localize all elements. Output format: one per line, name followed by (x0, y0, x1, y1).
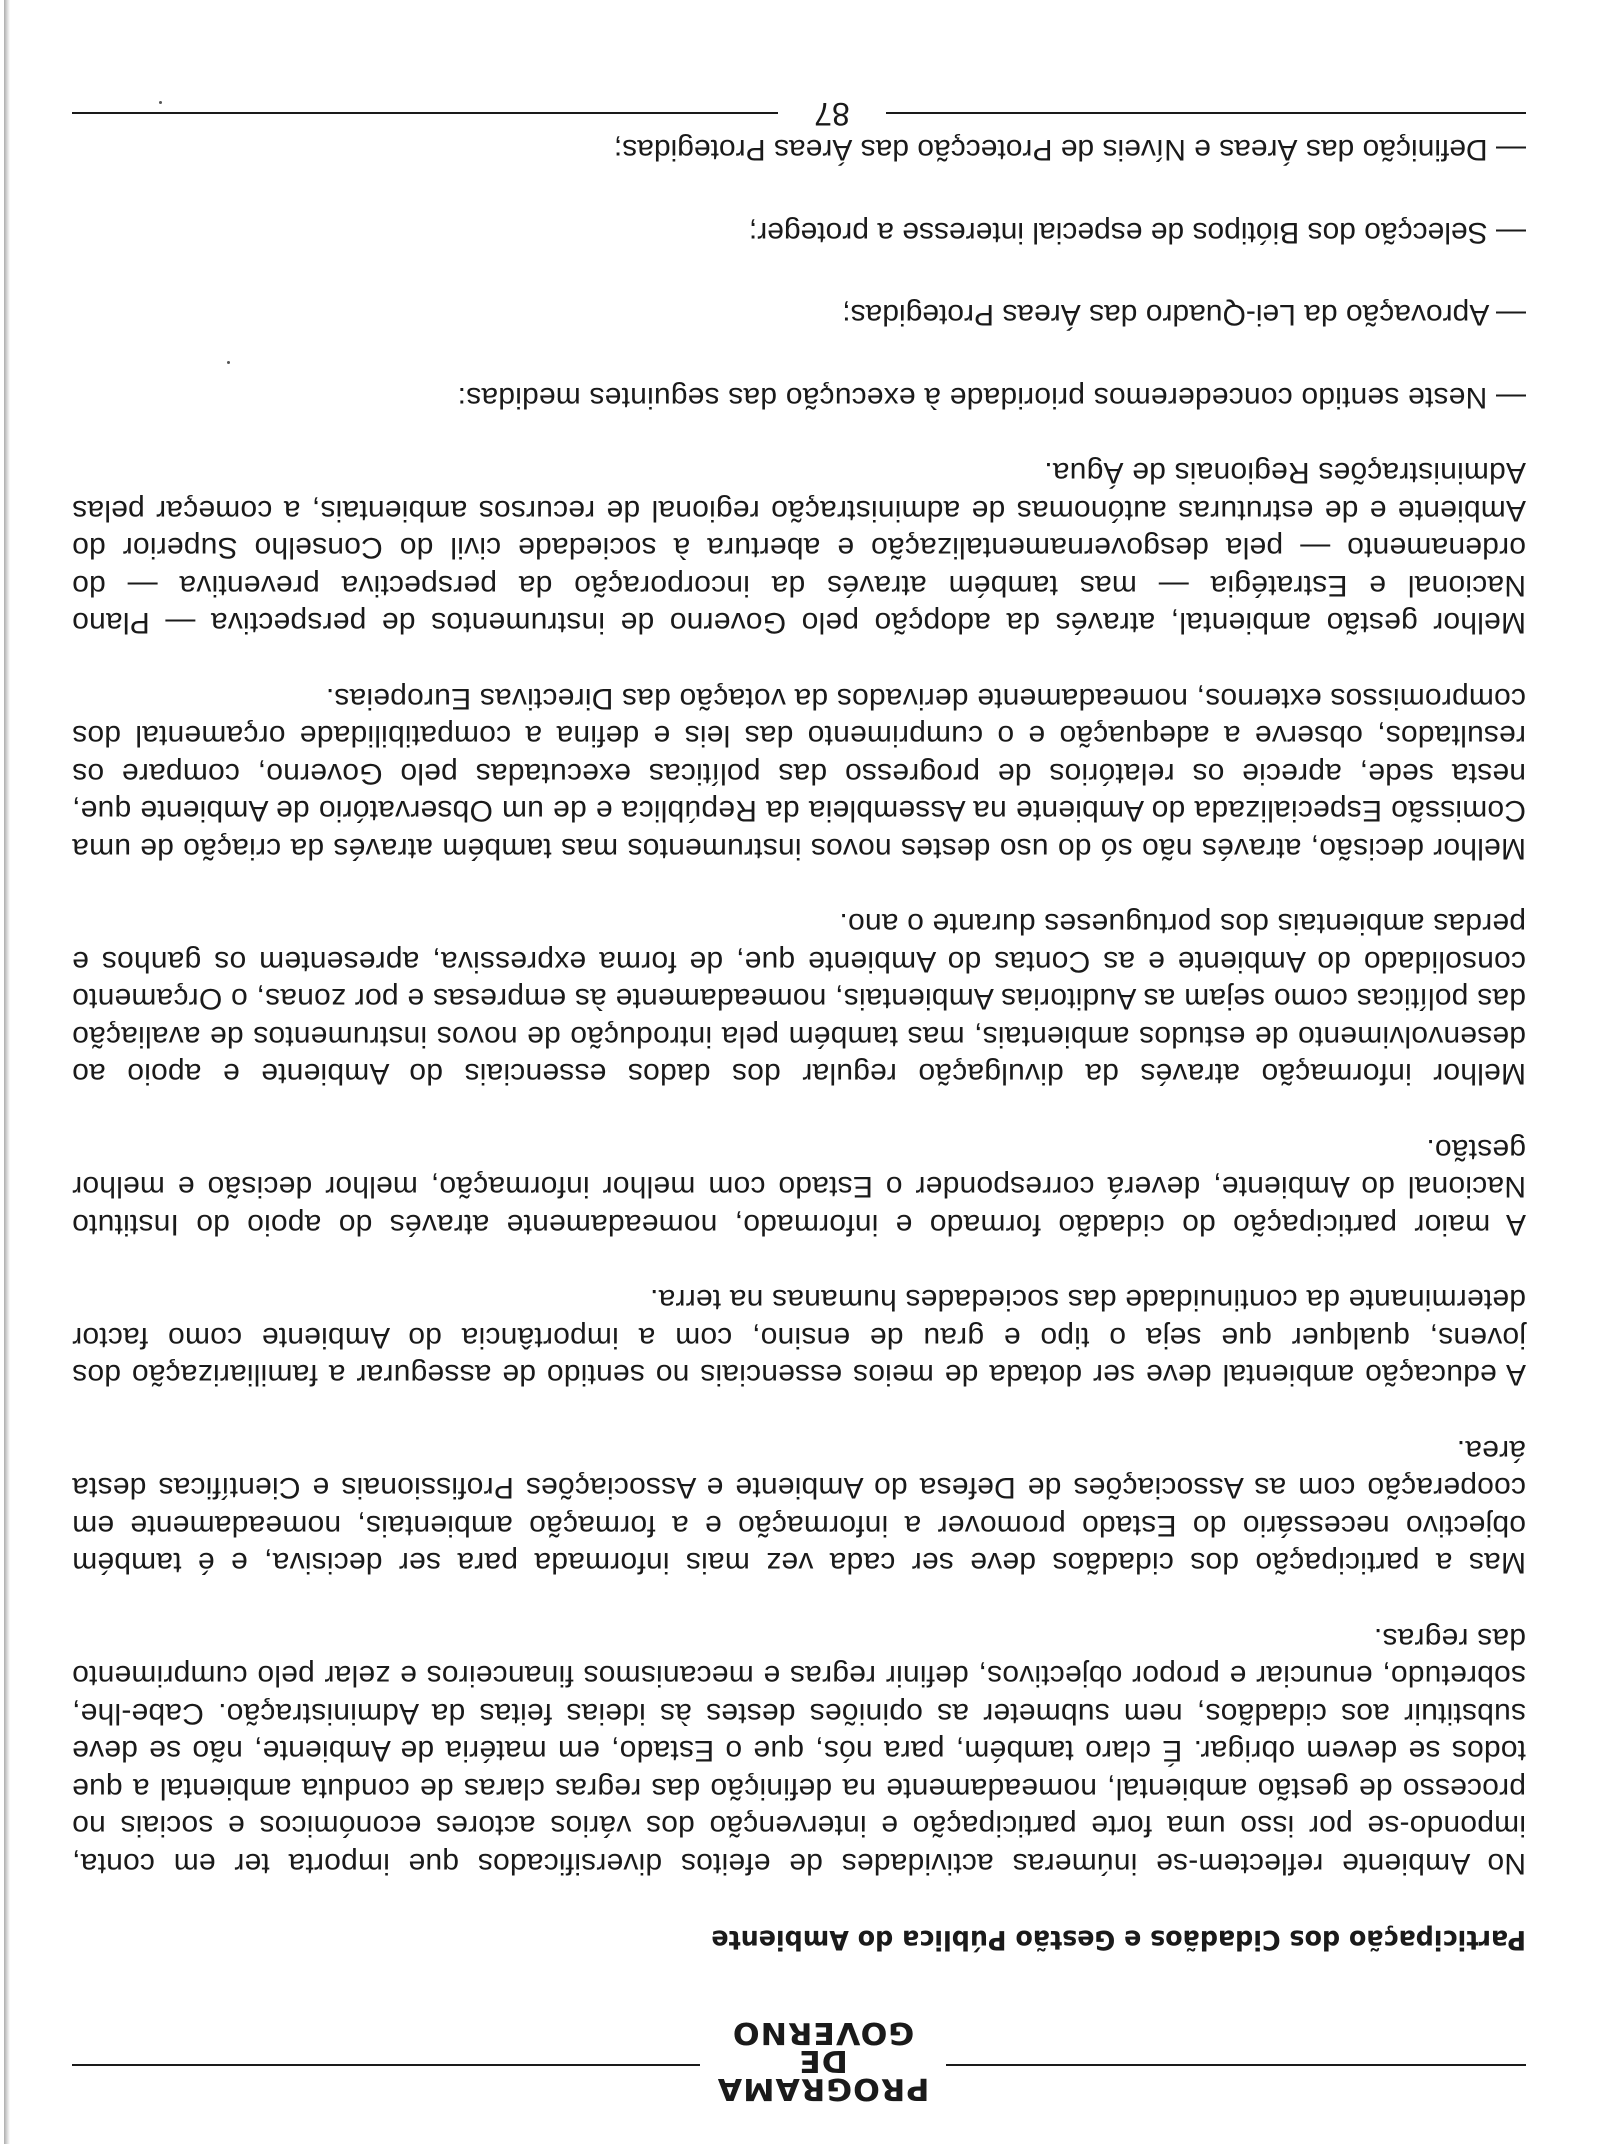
paragraph-3: A educação ambiental deve ser dotada de meios essenciais no sentido de assegurar a familiarização dos jovens, qualquer que seja o tipo e grau de ensino, com a importância do Ambiente como factor determinante da continuidade das sociedades humanas na terra. (72, 1283, 1526, 1392)
header-rule-right (72, 2064, 700, 2066)
measure-item: — Definição das Áreas e Níveis de Protecção das Áreas Protegidas; (613, 133, 1526, 167)
page-number: 87 (814, 96, 850, 132)
document-body (72, 86, 1526, 1956)
emblem-line-2: DE GOVERNO (731, 2015, 915, 2078)
footer-rule-right (72, 112, 778, 114)
section-title: Participação dos Cidadãos e Gestão Pública do Ambiente (711, 1924, 1526, 1955)
header-rule-left (946, 2064, 1526, 2066)
paragraph-4: A maior participação do cidadão formado e informado, nomeadamente através do apoio do Instituto Nacional do Ambiente, deverá corresponder o Estado com melhor informação, melhor decisão e melhor gestão. (72, 1133, 1526, 1241)
paragraph-7: Melhor gestão ambiental, através da adopção pelo Governo de instrumentos de perspectiva — Plano Nacional e Estratégia — mas também através da incorporação da perspectiva preventiva — do ordenamento — pela desgovernamentalização e abertura à sociedade civil do Conselho Superior do Ambiente e de estruturas autónomas de administração regional de recursos ambientais, a começar pelas Administrações Regionais de Água. (72, 456, 1526, 640)
page-footer (0, 84, 1600, 144)
measures-intro: — Neste sentido concederemos prioridade à execução das seguintes medidas: (457, 381, 1526, 414)
scan-edge-shadow (4, 0, 10, 2144)
measures-list (72, 131, 1526, 334)
paragraph-1: No Ambiente reflectem-se inúmeras actividades de efeitos diversificados que importa ter em conta, impondo-se por isso uma forte participação e intervenção dos vários actores económicos e sociais no processo de gestão ambiental, nomeadamente na definição das regras claras de conduta ambiental a que todos se devem obrigar. É claro também, para nós, que o Estado, em matéria de Ambiente, não se deve substituir aos cidadãos, nem submeter as opiniões destes às ideias feitas da Administração. Cabe-lhe, sobretudo, enunciar e propor objectivos, definir regras e mecanismos financeiros e zelar pelo cumprimento das regras. (72, 1622, 1526, 1880)
scan-speck (227, 361, 230, 364)
measure-item: — Selecção dos Biótipos de especial interesse a proteger; (748, 216, 1526, 249)
page-header (0, 2004, 1600, 2144)
paragraph-5: Melhor informação através da divulgação regular dos dados essenciais do Ambiente e apoio ao desenvolvimento de estudos ambientais, mas também pela introdução de novos instrumentos de avaliação das políticas como sejam as Auditorias Ambientais, nomeadamente às empresas e por zonas, o Orçamento consolidado do Ambiente e as Contas do Ambiente que, de forma expressiva, apresentem os ganhos e perdas ambientais dos portugueses durante o ano. (72, 907, 1526, 1091)
paragraph-2: Mas a participação dos cidadãos deve ser cada vez mais informada para ser decisiva, e é também objectivo necessário do Estado promover a informação e a formação ambientais, nomeadamente em cooperação com as Associações de Defesa do Ambiente e Associações Profissionais e Científicas desta área. (72, 1434, 1526, 1580)
paragraph-6: Melhor decisão, através não só do uso destes novos instrumentos mas também através da criação de uma Comissão Especializada do Ambiente na Assembleia da República e de um Observatório de Ambiente que, nesta sede, aprecie os relatórios de progresso das políticas executadas pelo Governo, compare os resultados, observe a adequação e o cumprimento das leis e defina a compatibilidade orçamental dos compromissos externos, nomeadamente derivados da votação das Directivas Europeias. (72, 682, 1526, 865)
scan-speck (159, 101, 162, 104)
footer-rule-left (886, 112, 1526, 114)
measure-item: — Aprovação da Lei-Quadro das Áreas Protegidas; (842, 298, 1526, 332)
program-emblem (711, 2015, 936, 2106)
emblem-line-1: PROGRAMA (716, 2071, 930, 2106)
